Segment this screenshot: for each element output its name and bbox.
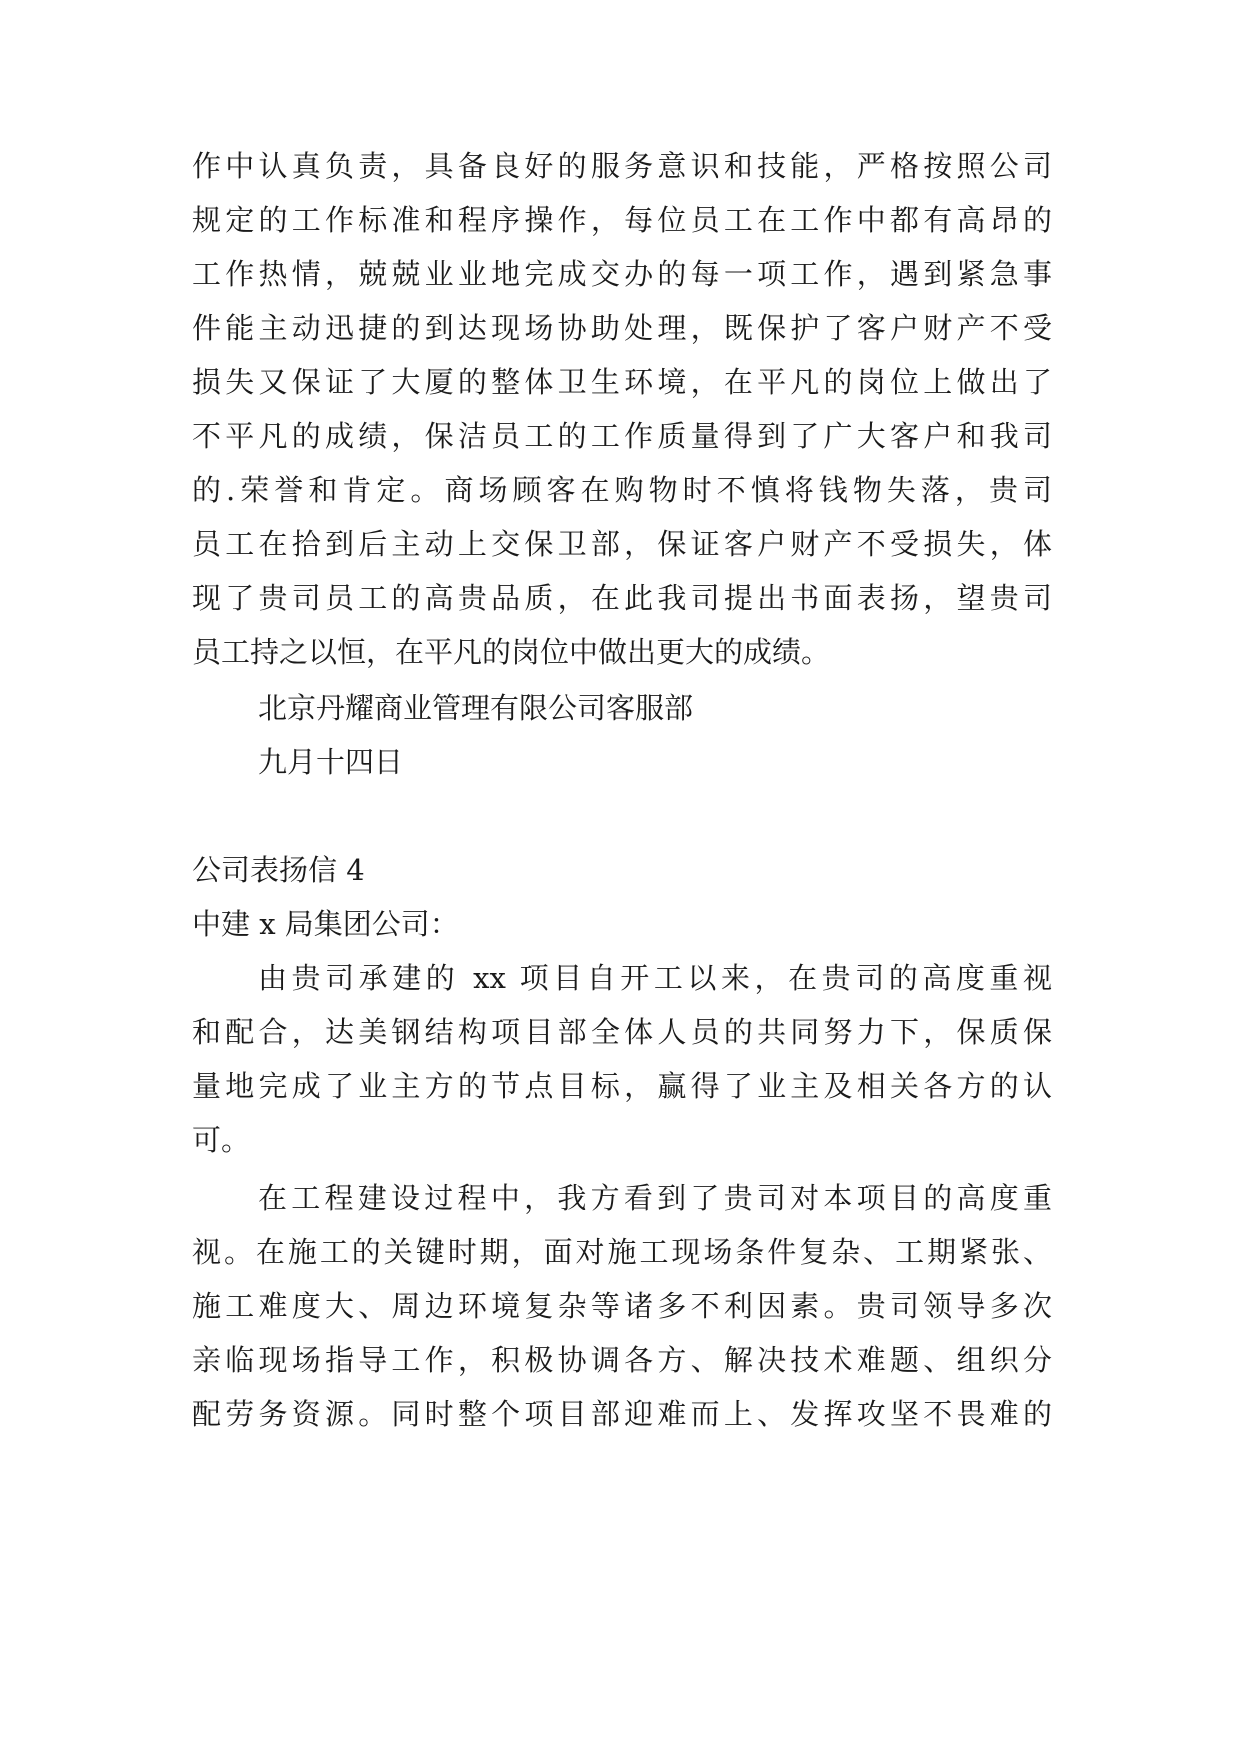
signature-company: 北京丹耀商业管理有限公司客服部 [258,691,694,725]
paragraph-1-line: 件能主动迅捷的到达现场协助处理，既保护了客户财产不受 [192,311,1052,345]
paragraph-2-line: 和配合，达美钢结构项目部全体人员的共同努力下，保质保 [192,1015,1052,1049]
signature-date: 九月十四日 [258,745,404,779]
paragraph-3-line: 亲临现场指导工作，积极协调各方、解决技术难题、组织分 [192,1343,1052,1377]
paragraph-3-line: 视。在施工的关键时期，面对施工现场条件复杂、工期紧张、 [192,1235,1052,1269]
paragraph-1-line: 员工在拾到后主动上交保卫部，保证客户财产不受损失，体 [192,527,1052,561]
paragraph-3-line: 配劳务资源。同时整个项目部迎难而上、发挥攻坚不畏难的 [192,1397,1052,1431]
letter-salutation: 中建 x 局集团公司： [192,907,459,941]
paragraph-2-line: 可。 [192,1123,251,1157]
paragraph-1-line: 损失又保证了大厦的整体卫生环境，在平凡的岗位上做出了 [192,365,1052,399]
paragraph-2-line: 量地完成了业主方的节点目标，赢得了业主及相关各方的认 [192,1069,1052,1103]
paragraph-1-line: 员工持之以恒，在平凡的岗位中做出更大的成绩。 [192,635,831,669]
paragraph-1-line: 的.荣誉和肯定。商场顾客在购物时不慎将钱物失落，贵司 [192,473,1052,507]
paragraph-3-line: 施工难度大、周边环境复杂等诸多不利因素。贵司领导多次 [192,1289,1052,1323]
paragraph-3-line: 在工程建设过程中，我方看到了贵司对本项目的高度重 [258,1181,1052,1215]
paragraph-1-line: 规定的工作标准和程序操作，每位员工在工作中都有高昂的 [192,203,1052,237]
letter-title: 公司表扬信 4 [192,853,365,887]
paragraph-2-line: 由贵司承建的 xx 项目自开工以来，在贵司的高度重视 [258,961,1052,995]
paragraph-1-line: 工作热情，兢兢业业地完成交办的每一项工作，遇到紧急事 [192,257,1052,291]
paragraph-1-line: 作中认真负责，具备良好的服务意识和技能，严格按照公司 [192,149,1052,183]
paragraph-1-line: 现了贵司员工的高贵品质，在此我司提出书面表扬，望贵司 [192,581,1052,615]
paragraph-1-line: 不平凡的成绩，保洁员工的工作质量得到了广大客户和我司 [192,419,1052,453]
